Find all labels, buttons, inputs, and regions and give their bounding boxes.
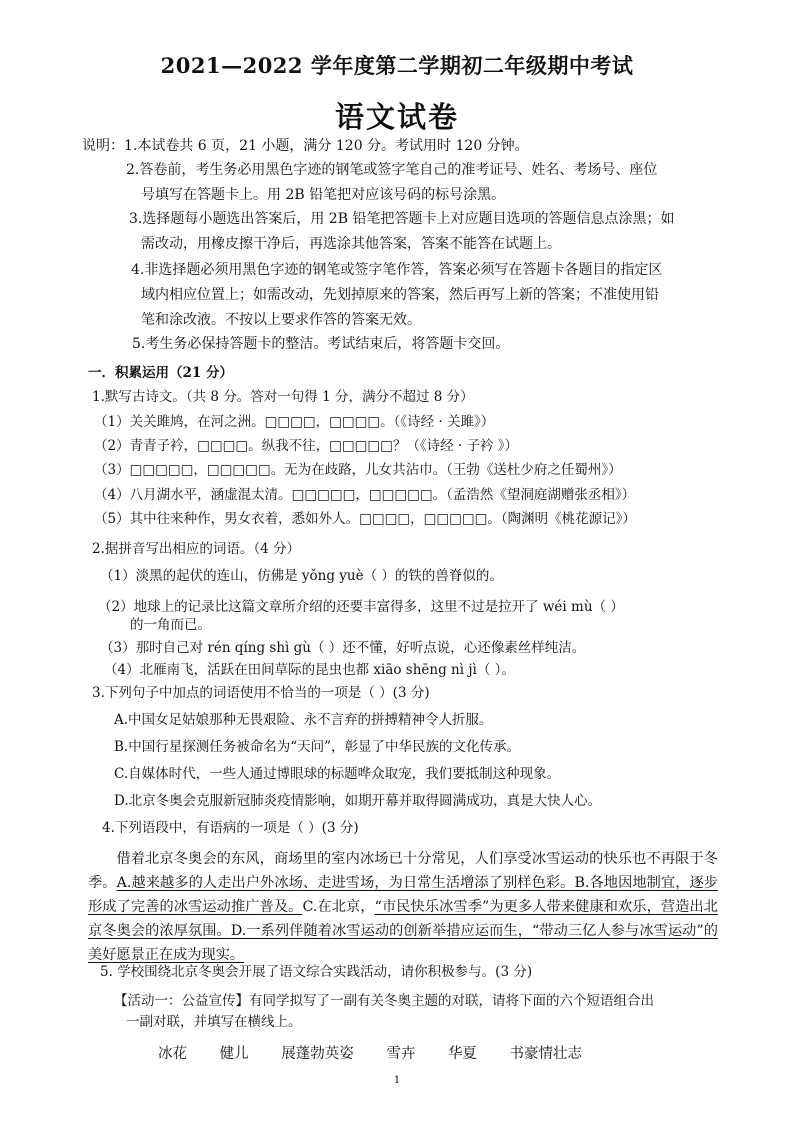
question-4-stem: 4.下列语段中，有语病的一项是（ ）(3 分) bbox=[102, 820, 359, 836]
phrase: 书豪情壮志 bbox=[509, 1046, 583, 1062]
page-number: 1 bbox=[393, 1075, 401, 1086]
exam-subtitle: 语文试卷 bbox=[334, 100, 459, 134]
question-3-stem: 3.下列句子中加点的词语使用不恰当的一项是（ ）(3 分) bbox=[92, 685, 430, 701]
instruction-line: 号填写在答题卡上。用 2B 铅笔把对应该号码的标号涂黑。 bbox=[141, 187, 506, 203]
question-5-stem: 5. 学校围绕北京冬奥会开展了语文综合实践活动，请你积极参与。(3 分) bbox=[100, 964, 533, 980]
phrase: 健儿 bbox=[219, 1046, 249, 1062]
activity-line: 一副对联，并填写在横线上。 bbox=[126, 1014, 302, 1030]
activity-line: 【活动一：公益宣传】有同学拟写了一副有关冬奥主题的对联，请将下面的六个短语组合出 bbox=[114, 993, 654, 1009]
instruction-line: 需改动，用橡皮擦干净后，再选涂其他答案，答案不能答在试题上。 bbox=[141, 236, 561, 252]
question-1-item: （5）其中往来种作，男女衣着，悉如外人。□□□□，□□□□□。（陶渊明《桃花源记》） bbox=[94, 511, 636, 527]
question-3-option-d: D.北京冬奥会克服新冠肺炎疫情影响，如期开幕并取得圆满成功，真是大快人心。 bbox=[114, 793, 602, 809]
question-3-option-c: C.自媒体时代，一些人通过博眼球的标题哗众取宠，我们要抵制这种现象。 bbox=[114, 766, 561, 782]
instruction-line: 5.考生务必保持答题卡的整洁。考试结束后，将答题卡交回。 bbox=[132, 336, 510, 352]
section-heading: 一．积累运用（21 分） bbox=[88, 365, 233, 381]
question-1-item: （3）□□□□□，□□□□□。无为在歧路，儿女共沾巾。（王勃《送杜少府之任蜀州》） bbox=[94, 462, 622, 478]
question-1-item: （2）青青子衿，□□□□。纵我不往，□□□□□？（《诗经 · 子衿 》） bbox=[94, 438, 519, 454]
passage-sentence-a: A.越来越多的人走出户外冰场、走进雪场，为日常生活增添了别样色彩。 bbox=[116, 875, 575, 891]
instruction-line: 3.选择题每小题选出答案后，用 2B 铅笔把答题卡上对应题目选项的答题信息点涂黑；如 bbox=[129, 211, 675, 227]
question-1-stem: 1.默写古诗文。（共 8 分。答对一句得 1 分，满分不超过 8 分） bbox=[92, 389, 474, 405]
question-1-item: （4）八月湖水平，涵虚混太清。□□□□□，□□□□□。（孟浩然《望洞庭湖赠张丞相》） bbox=[94, 487, 636, 503]
instruction-line: 4.非选择题必须用黑色字迹的钢笔或签字笔作答，答案必须写在答题卡各题目的指定区 bbox=[131, 262, 663, 278]
question-2-item: （2）地球上的记录比这篇文章所介绍的还要丰富得多，这里不过是拉开了 wéi mù（ ） bbox=[98, 599, 624, 615]
instruction-line: 域内相应位置上；如需改动，先划掉原来的答案，然后再写上新的答案；不准使用铅 bbox=[141, 287, 659, 303]
passage-intro: 借着北京冬奥会的东风，商场里的室内冰场已十分常见，人们享受冰雪运动的快乐也不再限于冬季。 bbox=[88, 851, 718, 891]
passage-sentence-b: B.各地因地制宜，逐步形成了完善的冰雪运动推广普及。 bbox=[88, 875, 718, 915]
instruction-line: 说明：1.本试卷共 6 页，21 小题，满分 120 分。考试用时 120 分钟。 bbox=[82, 138, 529, 154]
question-1-item: （1）关关雎鸠，在河之洲。□□□□，□□□□。（《诗经 · 关雎》） bbox=[94, 414, 495, 430]
passage-sentence-c: “市民快乐冰雪季”为更多人带来健康和欢乐，营造出北京冬奥会的浓厚氛围。 bbox=[88, 899, 718, 939]
phrase: 冰花 bbox=[158, 1046, 187, 1062]
question-2-item: （3）那时自己对 rén qíng shì gù（ ）还不懂，好听点说，心还像素丝样纯洁。 bbox=[100, 640, 586, 656]
passage-sentence-c-prefix: C.在北京， bbox=[302, 899, 375, 915]
question-2-item: 的一角而已。 bbox=[130, 617, 211, 633]
phrase-list bbox=[158, 1042, 610, 1063]
instruction-line: 2.答卷前，考生务必用黑色字迹的钢笔或签字笔自己的准考证号、姓名、考场号、座位 bbox=[126, 162, 658, 178]
question-2-item: （4）北雁南飞，活跃在田间草际的昆虫也都 xiāo shēng nì jì（ ）。 bbox=[104, 662, 515, 678]
question-3-option-b: B.中国行星探测任务被命名为“天问”，彰显了中华民族的文化传承。 bbox=[114, 739, 521, 755]
question-3-option-a: A.中国女足姑娘那种无畏艰险、永不言弃的拼搏精神令人折服。 bbox=[114, 712, 493, 728]
question-2-item: （1）淡黑的起伏的连山，仿佛是 yǒng yuè（ ）的铁的兽脊似的。 bbox=[100, 568, 503, 584]
phrase: 展蓬勃英姿 bbox=[281, 1046, 354, 1062]
instruction-line: 笔和涂改液。不按以上要求作答的答案无效。 bbox=[141, 312, 421, 328]
phrase: 雪卉 bbox=[386, 1046, 416, 1062]
question-4-passage bbox=[88, 847, 718, 967]
passage-sentence-d: D.一系列伴随着冰雪运动的创新举措应运而生，“带动三亿人参与冰雪运动”的美好愿景正在成为现实。 bbox=[88, 923, 718, 963]
exam-title: 2021—2022 学年度第二学期初二年级期中考试 bbox=[160, 53, 634, 78]
question-2-stem: 2.据拼音写出相应的词语。（4 分） bbox=[92, 541, 301, 557]
phrase: 华夏 bbox=[447, 1046, 477, 1062]
